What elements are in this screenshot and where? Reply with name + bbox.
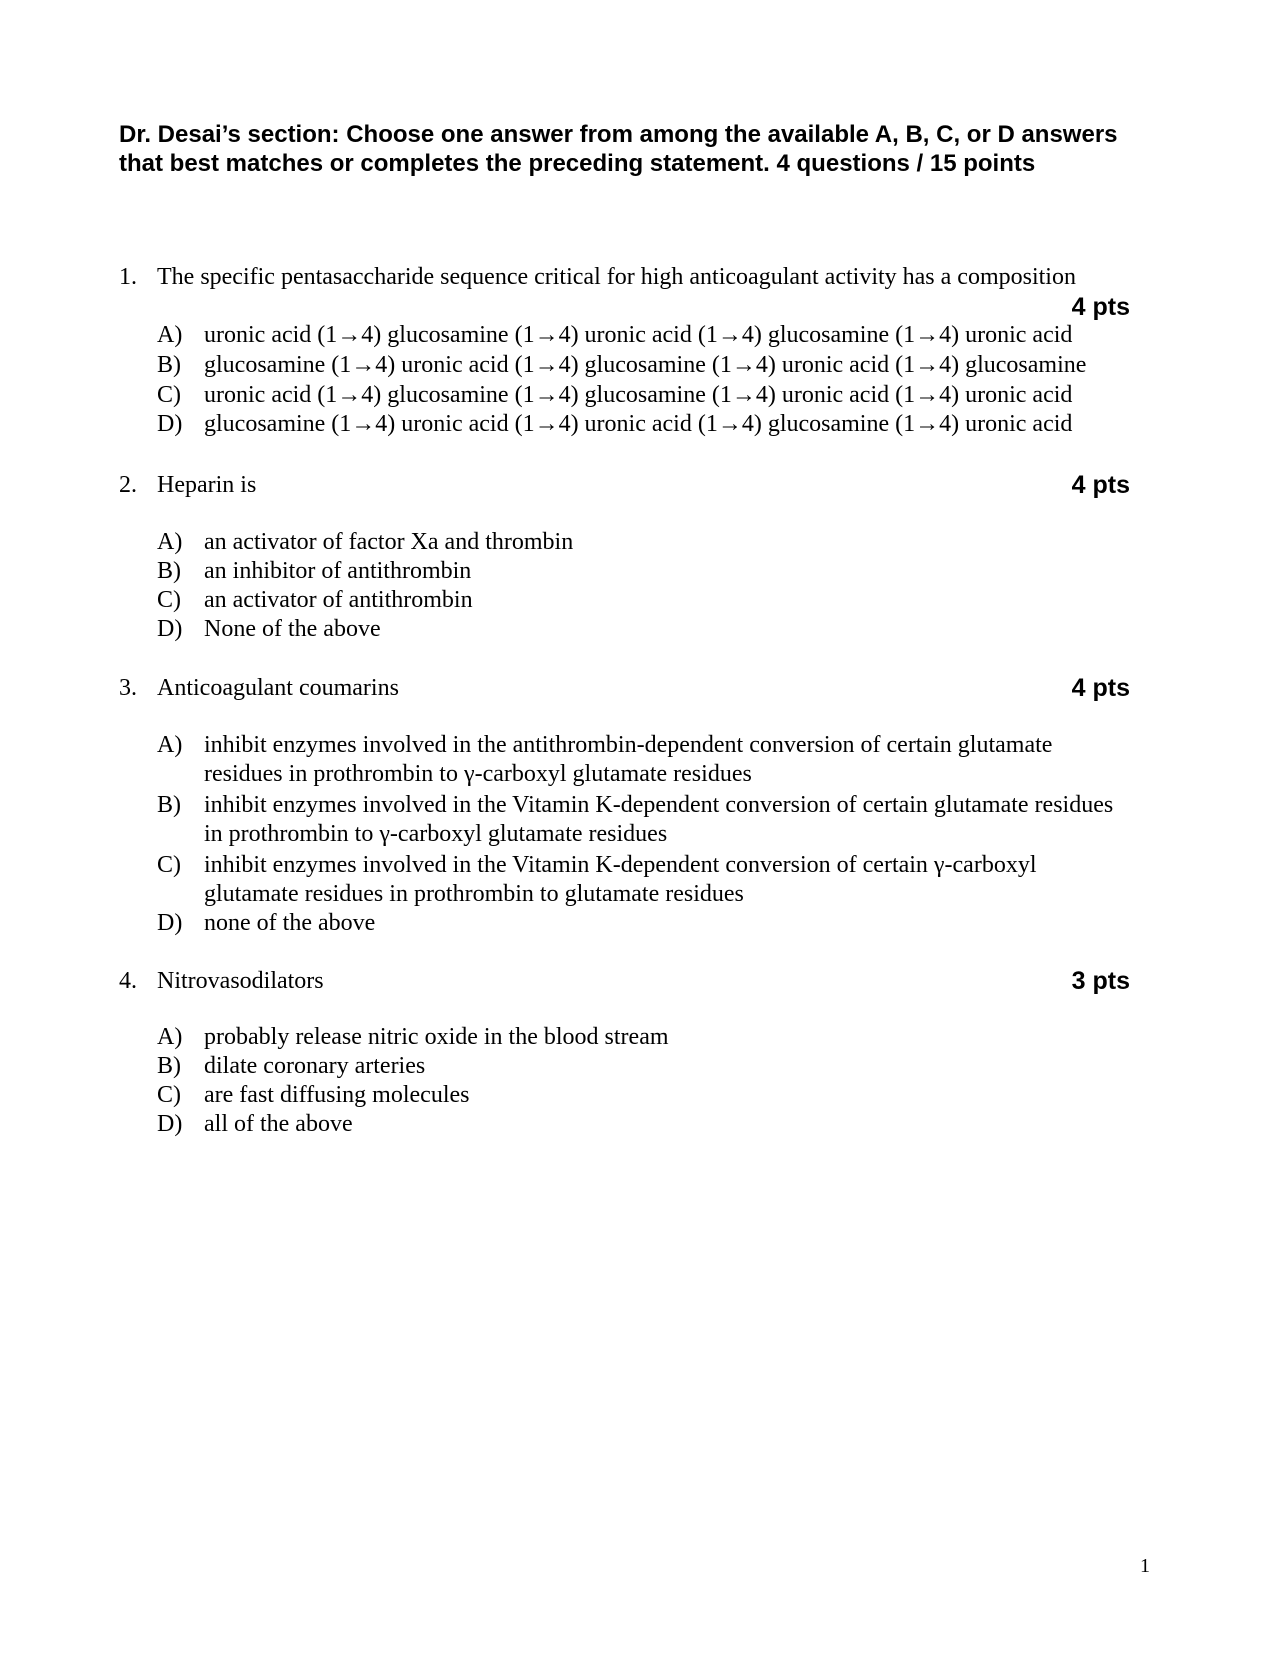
option-text-line: glutamate residues in prothrombin to glutamate residues (204, 881, 744, 907)
question-4-points: 3 pts (1071, 967, 1130, 995)
question-2 (119, 470, 1129, 500)
option-text-line: inhibit enzymes involved in the Vitamin K-dependent conversion of certain γ-carboxyl (204, 852, 1037, 878)
question-1 (119, 262, 1129, 292)
option-letter: A) (157, 1024, 183, 1050)
option-text-line: inhibit enzymes involved in the antithrombin-dependent conversion of certain glutamate (204, 732, 1053, 758)
option-letter: C) (157, 1082, 181, 1108)
option-text: dilate coronary arteries (204, 1053, 426, 1079)
option-letter: B) (157, 792, 181, 818)
question-text: The specific pentasaccharide sequence critical for high anticoagulant activity has a composition (157, 264, 1076, 290)
question-3 (119, 673, 1129, 703)
page-number: 1 (1140, 1555, 1150, 1577)
option-letter: D) (157, 411, 183, 437)
option-letter: D) (157, 910, 183, 936)
option-letter: D) (157, 616, 183, 642)
question-number: 3. (119, 675, 137, 701)
option-letter: B) (157, 352, 181, 378)
option-letter: A) (157, 322, 183, 348)
option-text: uronic acid (1→4) glucosamine (1→4) glucosamine (1→4) uronic acid (1→4) uronic acid (204, 382, 1073, 408)
option-letter: A) (157, 529, 183, 555)
option-text: probably release nitric oxide in the blood stream (204, 1024, 669, 1050)
question-text: Nitrovasodilators (157, 968, 324, 994)
question-number: 1. (119, 264, 137, 290)
question-number: 4. (119, 968, 137, 994)
option-text: uronic acid (1→4) glucosamine (1→4) uronic acid (1→4) glucosamine (1→4) uronic acid (204, 322, 1073, 348)
option-text: all of the above (204, 1111, 353, 1137)
option-letter: C) (157, 382, 181, 408)
question-1-points: 4 pts (1071, 293, 1130, 321)
question-text: Anticoagulant coumarins (157, 675, 399, 701)
option-letter: C) (157, 587, 181, 613)
option-text: an inhibitor of antithrombin (204, 558, 472, 584)
option-text-line: in prothrombin to γ-carboxyl glutamate residues (204, 821, 668, 847)
option-letter: A) (157, 732, 183, 758)
option-text-line: residues in prothrombin to γ-carboxyl glutamate residues (204, 761, 752, 787)
option-text: an activator of antithrombin (204, 587, 473, 613)
option-text: glucosamine (1→4) uronic acid (1→4) glucosamine (1→4) uronic acid (1→4) glucosamine (204, 352, 1087, 378)
question-4 (119, 966, 1129, 996)
option-letter: C) (157, 852, 181, 878)
option-letter: B) (157, 558, 181, 584)
option-text: glucosamine (1→4) uronic acid (1→4) uronic acid (1→4) glucosamine (1→4) uronic acid (204, 411, 1073, 437)
option-text-line: inhibit enzymes involved in the Vitamin K-dependent conversion of certain glutamate residues (204, 792, 1114, 818)
option-text: an activator of factor Xa and thrombin (204, 529, 574, 555)
question-text: Heparin is (157, 472, 257, 498)
section-instructions: Dr. Desai’s section: Choose one answer from among the available A, B, C, or D answers that best matches or completes the preceding statement. 4 questions / 15 points (119, 121, 1118, 177)
option-text: none of the above (204, 910, 376, 936)
question-number: 2. (119, 472, 137, 498)
option-text: None of the above (204, 616, 381, 642)
option-letter: D) (157, 1111, 183, 1137)
question-2-points: 4 pts (1071, 471, 1130, 499)
option-letter: B) (157, 1053, 181, 1079)
option-text: are fast diffusing molecules (204, 1082, 470, 1108)
question-3-points: 4 pts (1071, 674, 1130, 702)
